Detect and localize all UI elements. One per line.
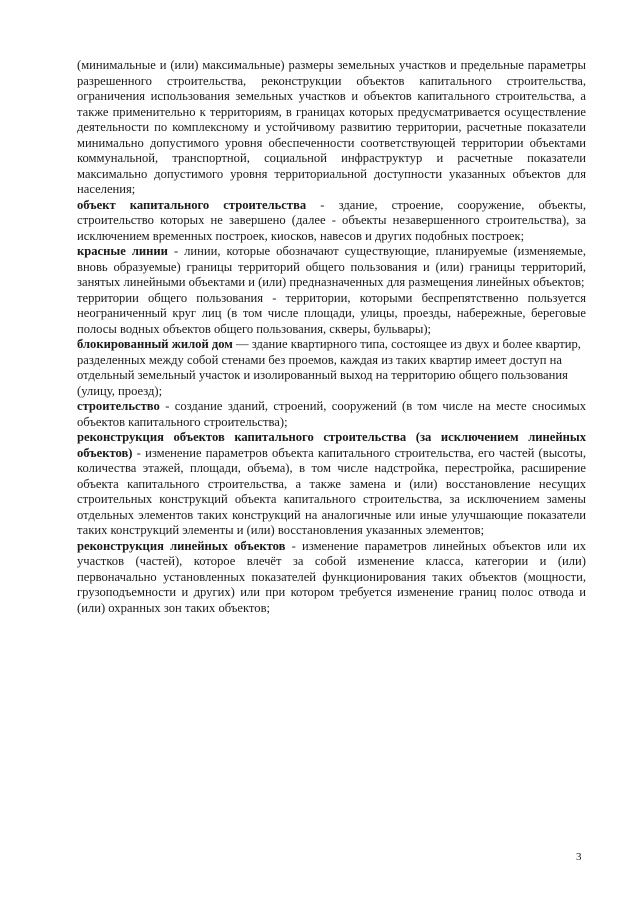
definition-4: территории общего пользования - территории, которыми беспрепятственно пользуется неограниченный круг лиц (в том числе площади, улицы, проезды, набережные, береговые полосы водных объектов общего пользования, скверы, бульвары);: [77, 290, 586, 336]
paragraph-3: [77, 244, 586, 291]
paragraph-2: [77, 198, 586, 245]
definition-3: - линии, которые обозначают существующие, планируемые (изменяемые, вновь образуемые) границы территорий общего пользования и (или) границы территорий, занятых линейными объектами и (или) предназначенных для размещения линейных объектов;: [77, 244, 586, 289]
term-6: строительство: [77, 399, 160, 413]
paragraph-1: [77, 58, 586, 198]
page-number: 3: [576, 851, 582, 863]
paragraph-8: [77, 539, 586, 617]
paragraph-6: [77, 399, 586, 430]
paragraph-7: [77, 430, 586, 539]
definition-6: - создание зданий, строений, сооружений (в том числе на месте сносимых объектов капитального строительства);: [77, 399, 586, 429]
definition-7: - изменение параметров объекта капитального строительства, его частей (высоты, количества этажей, площади, объема), в том числе надстройка, перестройка, расширение объекта капитального строительства, а также замена и (или) восстановление несущих строительных конструкций объекта капитального строительства, за исключением замены отдельных элементов таких конструкций на аналогичные или иные улучшающие показатели таких конструкций элементы и (или) восстановления указанных элементов;: [77, 445, 586, 537]
term-5: блокированный жилой дом: [77, 337, 233, 351]
term-7: реконструкция объектов капитального строительства (за исключением линейных объектов): [77, 430, 586, 460]
document-body: [77, 58, 586, 616]
paragraph-4: [77, 291, 586, 338]
term-8: реконструкция линейных объектов: [77, 538, 286, 553]
definition-5: — здание квартирного типа, состоящее из двух и более квартир, разделенных между собой стенами без проемов, каждая из таких квартир имеет доступ на отдельный земельный участок и изолированный выход на территорию общего пользования (улицу, проезд);: [77, 337, 581, 398]
paragraph-5: [77, 337, 586, 399]
definition-1: (минимальные и (или) максимальные) размеры земельных участков и предельные параметры разрешенного строительства, реконструкции объектов капитального строительства, ограничения использования земельных участков и объектов капитального строительства, а также применительно к территориям, в границах которых предусматривается осуществление деятельности по комплексному и устойчивому развитию территории, расчетные показатели минимально допустимого уровня обеспеченности соответствующей территории объектами коммунальной, транспортной, социальной инфраструктур и расчетные показатели максимально допустимого уровня территориальной доступности указанных объектов для населения;: [77, 58, 586, 196]
term-3: красные линии: [77, 244, 168, 258]
definition-2: - здание, строение, сооружение, объекты, строительство которых не завершено (далее - объекты незавершенного строительства), за исключением временных построек, киосков, навесов и других подобных построек;: [77, 197, 587, 243]
definition-8: - изменение параметров линейных объектов или их участков (частей), которое влечёт за собой изменение класса, категории и (или) первоначально установленных показателей функционирования таких объектов (мощности, грузоподъемности и других) или при котором требуется изменение границ полос отвода и (или) охранных зон таких объектов;: [77, 538, 586, 615]
term-2: объект капитального строительства: [77, 197, 307, 212]
